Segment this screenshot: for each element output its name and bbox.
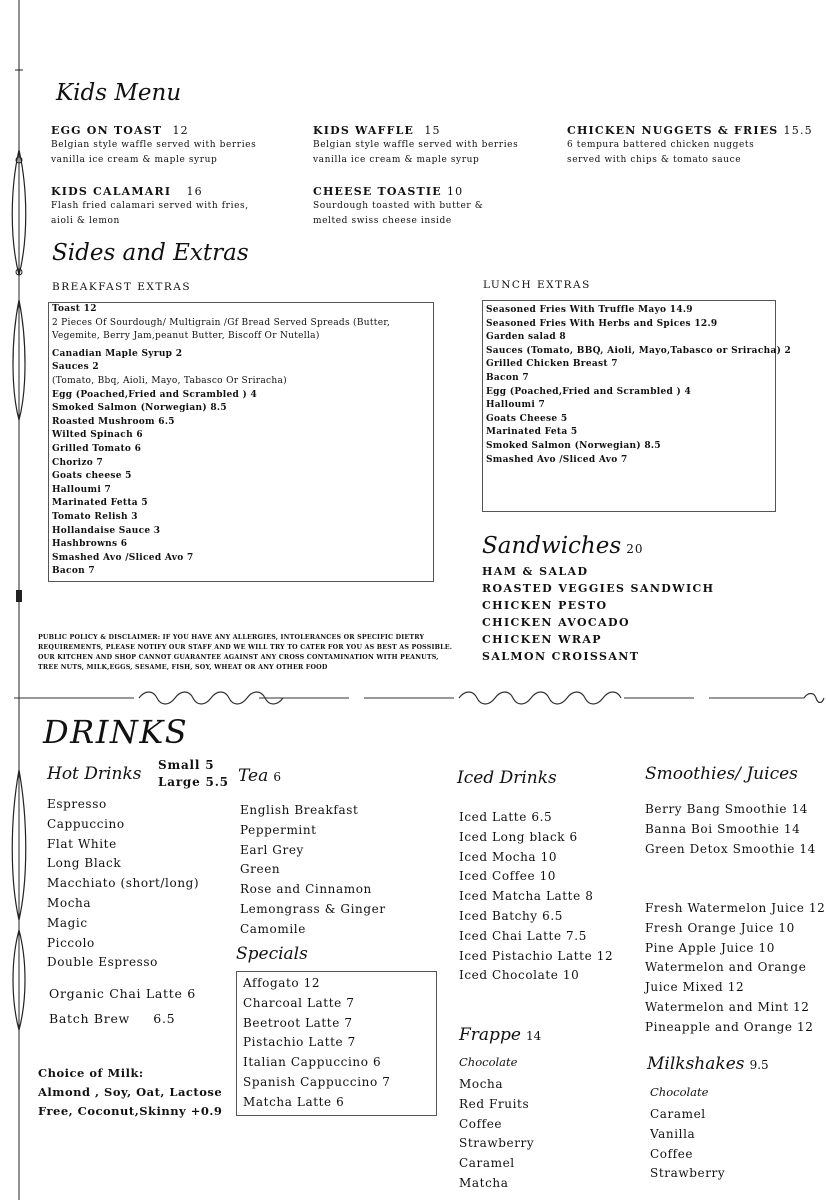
kids-item-name: CHEESE TOASTIE <box>313 185 442 198</box>
list-item: Caramel <box>459 1156 515 1171</box>
sandwiches-price: 20 <box>626 542 644 556</box>
milk-choice-line: Almond , Soy, Oat, Lactose <box>38 1085 223 1099</box>
list-item: Matcha <box>459 1175 509 1190</box>
list-item: Pine Apple Juice 10 <box>645 940 776 955</box>
list-item: Bacon 7 <box>52 566 95 577</box>
list-item: Canadian Maple Syrup 2 <box>52 348 183 359</box>
kids-item-name: CHICKEN NUGGETS & FRIES <box>567 124 779 137</box>
list-item: Iced Coffee 10 <box>459 869 557 884</box>
list-item: English Breakfast <box>240 803 359 817</box>
lunch-extras-list <box>486 304 792 467</box>
frappe-title: Frappe <box>459 1025 521 1045</box>
hot-drinks-title: Hot Drinks <box>47 764 142 784</box>
list-item: Sauces 2 <box>52 362 99 373</box>
list-item: Caramel <box>650 1107 706 1121</box>
drinks-title: DRINKS <box>43 713 189 751</box>
list-item: Halloumi 7 <box>486 400 546 411</box>
list-item: Affogato 12 <box>243 976 321 990</box>
list-item: Long Black <box>47 856 122 871</box>
milkshakes-list <box>650 1105 725 1184</box>
list-item: HAM & SALAD <box>482 565 589 578</box>
list-item: Fresh Watermelon Juice 12 <box>645 901 826 915</box>
list-item: (Tomato, Bbq, Aioli, Mayo, Tabasco Or Sriracha) <box>52 375 287 386</box>
list-item: Double Espresso <box>47 955 158 970</box>
sandwiches-heading <box>482 533 644 559</box>
list-item: Earl Grey <box>240 842 304 857</box>
list-item: Camomile <box>240 921 306 936</box>
list-item: Lemongrass & Ginger <box>240 901 386 916</box>
left-border-decoration <box>8 0 30 1200</box>
milkshakes-heading <box>647 1054 769 1074</box>
iced-drinks-title: Iced Drinks <box>457 768 557 788</box>
list-item: CHICKEN WRAP <box>482 633 602 646</box>
list-item: Wilted Spinach 6 <box>52 430 143 441</box>
kids-item-desc: Sourdough toasted with butter & <box>313 201 484 211</box>
breakfast-extras-list <box>52 303 432 579</box>
frappe-price: 14 <box>525 1029 542 1043</box>
kids-item-desc: vanilla ice cream & maple syrup <box>51 155 218 165</box>
list-item: Pistachio Latte 7 <box>243 1035 356 1050</box>
disclaimer-line: OUR KITCHEN AND SHOP CANNOT GUARANTEE AGAINST ANY CROSS CONTAMINATION WITH PEANUTS, <box>38 654 439 661</box>
kids-item-desc: 6 tempura battered chicken nuggets <box>567 140 755 150</box>
list-item: Tomato Relish 3 <box>52 511 138 522</box>
list-item: Smoked Salmon (Norwegian) 8.5 <box>486 440 661 451</box>
list-item: CHICKEN AVOCADO <box>482 616 630 629</box>
list-item: Green <box>240 862 281 877</box>
tea-title: Tea <box>238 766 269 786</box>
sandwiches-list <box>482 563 714 665</box>
list-item: Fresh Orange Juice 10 <box>645 920 795 935</box>
list-item: Iced Batchy 6.5 <box>459 908 563 923</box>
kids-item <box>567 119 825 167</box>
list-item: Watermelon and Orange <box>645 960 807 975</box>
list-item: Iced Chocolate 10 <box>459 968 580 983</box>
specials-list <box>243 974 390 1113</box>
list-item: Pineapple and Orange 12 <box>645 1019 814 1034</box>
kids-item-price: 10 <box>446 185 464 198</box>
list-item: CHICKEN PESTO <box>482 599 608 612</box>
juices-list <box>645 899 825 1038</box>
milk-choice-title: Choice of Milk: <box>38 1066 144 1080</box>
list-item: Egg (Poached,Fried and Scrambled ) 4 <box>52 389 258 400</box>
batch-brew: Batch Brew 6.5 <box>49 1011 176 1026</box>
smoothies-title: Smoothies/ Juices <box>645 764 798 784</box>
sides-title: Sides and Extras <box>52 240 249 266</box>
disclaimer <box>38 633 452 673</box>
list-item: Halloumi 7 <box>52 484 112 495</box>
kids-item <box>51 180 301 228</box>
list-item: Seasoned Fries With Truffle Mayo 14.9 <box>486 305 693 315</box>
list-item: Mocha <box>47 895 92 910</box>
disclaimer-line: REQUIREMENTS, PLEASE NOTIFY OUR STAFF AND WE WILL TRY TO CATER FOR YOU AS BEST AS POSSIBLE. <box>38 644 453 651</box>
kids-item-desc: aioli & lemon <box>51 216 120 226</box>
list-item: Grilled Chicken Breast 7 <box>486 359 618 370</box>
tea-list <box>240 801 386 940</box>
list-item: Garden salad 8 <box>486 332 566 343</box>
frappe-heading <box>459 1025 541 1045</box>
list-item: Coffee <box>459 1116 503 1131</box>
frappe-first: Chocolate <box>459 1055 518 1069</box>
list-item: Goats Cheese 5 <box>486 413 568 424</box>
kids-item-name: KIDS WAFFLE <box>313 124 415 137</box>
list-item: Iced Chai Latte 7.5 <box>459 928 587 943</box>
list-item: Beetroot Latte 7 <box>243 1015 353 1030</box>
list-item: Hollandaise Sauce 3 <box>52 525 161 536</box>
ornamental-divider <box>14 688 826 708</box>
kids-item <box>313 180 563 228</box>
list-item: Iced Mocha 10 <box>459 849 558 864</box>
kids-item <box>51 119 301 167</box>
hot-drinks-list <box>47 795 199 973</box>
list-item: Piccolo <box>47 935 95 950</box>
list-item: Goats cheese 5 <box>52 471 132 482</box>
list-item: Strawberry <box>650 1166 726 1181</box>
lunch-extras-label: LUNCH EXTRAS <box>483 279 591 291</box>
kids-item-price: 15 <box>424 124 441 137</box>
kids-item-desc: Belgian style waffle served with berries <box>313 140 519 150</box>
kids-item-price: 12 <box>172 124 189 137</box>
list-item: Matcha Latte 6 <box>243 1094 345 1109</box>
kids-item-name: KIDS CALAMARI <box>51 185 172 198</box>
disclaimer-line: PUBLIC POLICY & DISCLAIMER: IF YOU HAVE ANY ALLERGIES, INTOLERANCES OR SPECIFIC DIETRY <box>38 634 425 641</box>
list-item: Marinated Feta 5 <box>486 427 578 438</box>
list-item: Coffee <box>650 1146 694 1161</box>
list-item: Roasted Mushroom 6.5 <box>52 416 175 427</box>
tea-price: 6 <box>273 770 281 784</box>
list-item: Charcoal Latte 7 <box>243 995 355 1010</box>
milkshakes-first: Chocolate <box>650 1085 709 1099</box>
list-item: Toast 12 <box>52 304 97 314</box>
list-item: Strawberry <box>459 1136 535 1151</box>
milkshakes-title: Milkshakes <box>647 1054 745 1074</box>
list-item: Vanilla <box>650 1126 696 1141</box>
list-item: Macchiato (short/long) <box>47 876 200 891</box>
milkshakes-price: 9.5 <box>749 1058 769 1072</box>
kids-item-desc: served with chips & tomato sauce <box>567 155 742 165</box>
frappe-list <box>459 1075 534 1194</box>
list-item: Cappuccino <box>47 816 125 831</box>
kids-item <box>313 119 563 167</box>
list-item: Bacon 7 <box>486 372 529 383</box>
list-item: Vegemite, Berry Jam,peanut Butter, Biscoff Or Nutella) <box>52 331 320 342</box>
list-item: Iced Pistachio Latte 12 <box>459 948 614 963</box>
list-item: Watermelon and Mint 12 <box>645 999 810 1014</box>
list-item: Magic <box>47 915 88 930</box>
kids-item-desc: melted swiss cheese inside <box>313 216 452 226</box>
list-item: Spanish Cappuccino 7 <box>243 1074 391 1089</box>
list-item: Espresso <box>47 797 107 811</box>
list-item: Hashbrowns 6 <box>52 539 128 550</box>
tea-heading <box>238 766 281 786</box>
list-item: Juice Mixed 12 <box>645 980 745 995</box>
breakfast-extras-label: BREAKFAST EXTRAS <box>52 281 192 293</box>
kids-item-price: 16 <box>186 185 203 198</box>
list-item: ROASTED VEGGIES SANDWICH <box>482 582 715 595</box>
kids-item-desc: vanilla ice cream & maple syrup <box>313 155 480 165</box>
list-item: Chorizo 7 <box>52 457 104 468</box>
hot-drinks-large-price: Large 5.5 <box>158 775 229 789</box>
list-item: Grilled Tomato 6 <box>52 443 142 454</box>
list-item: Marinated Fetta 5 <box>52 498 148 509</box>
list-item: Iced Latte 6.5 <box>459 810 553 824</box>
list-item: SALMON CROISSANT <box>482 650 640 663</box>
sandwiches-title: Sandwiches <box>482 533 622 559</box>
list-item: Green Detox Smoothie 14 <box>645 841 816 856</box>
list-item: Italian Cappuccino 6 <box>243 1055 382 1070</box>
list-item: Smoked Salmon (Norwegian) 8.5 <box>52 403 227 414</box>
list-item: Mocha <box>459 1077 504 1091</box>
list-item: Banna Boi Smoothie 14 <box>645 821 801 836</box>
list-item: Iced Long black 6 <box>459 829 578 844</box>
milk-choice-line: Free, Coconut,Skinny +0.9 <box>38 1104 223 1118</box>
smoothies-list <box>645 800 816 859</box>
list-item: Seasoned Fries With Herbs and Spices 12.9 <box>486 318 718 329</box>
disclaimer-line: TREE NUTS, MILK,EGGS, SESAME, FISH, SOY, WHEAT OR ANY OTHER FOOD <box>38 664 328 671</box>
kids-menu-title: Kids Menu <box>56 80 182 106</box>
organic-chai: Organic Chai Latte 6 <box>49 986 196 1001</box>
list-item: Rose and Cinnamon <box>240 882 372 897</box>
kids-item-desc: Flash fried calamari served with fries, <box>51 201 249 211</box>
kids-item-name: EGG ON TOAST <box>51 124 163 137</box>
list-item: Smashed Avo /Sliced Avo 7 <box>486 454 628 465</box>
list-item: Sauces (Tomato, BBQ, Aioli, Mayo,Tabasco or Sriracha) 2 <box>486 345 792 356</box>
specials-title: Specials <box>236 944 308 964</box>
list-item: Smashed Avo /Sliced Avo 7 <box>52 552 194 563</box>
kids-item-desc: Belgian style waffle served with berries <box>51 140 257 150</box>
list-item: Egg (Poached,Fried and Scrambled ) 4 <box>486 386 692 397</box>
list-item: 2 Pieces Of Sourdough/ Multigrain /Gf Bread Served Spreads (Butter, <box>52 317 391 328</box>
list-item: Iced Matcha Latte 8 <box>459 889 594 904</box>
list-item: Flat White <box>47 836 117 851</box>
hot-drinks-small-price: Small 5 <box>158 758 215 772</box>
iced-drinks-list <box>459 808 613 986</box>
kids-item-price: 15.5 <box>783 124 813 137</box>
list-item: Peppermint <box>240 822 317 837</box>
list-item: Red Fruits <box>459 1096 530 1111</box>
list-item: Berry Bang Smoothie 14 <box>645 802 809 816</box>
